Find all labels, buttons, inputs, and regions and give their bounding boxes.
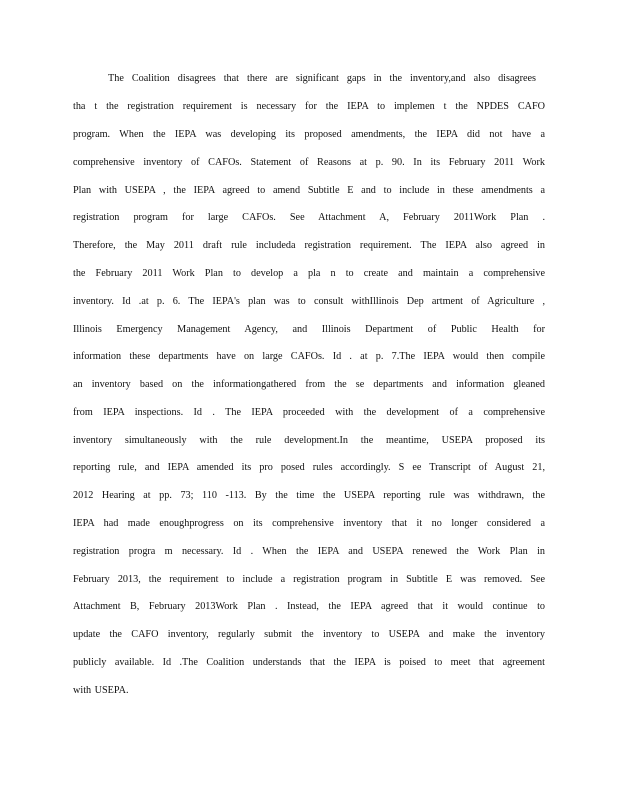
paragraph-line-9: inventory. Id .at p. 6. The IEPA's plan was to consult withIllinois Dep artment of Agriculture , [73, 296, 545, 307]
paragraph-line-22: publicly available. Id .The Coalition understands that the IEPA is poised to meet that agreement [73, 657, 545, 668]
paragraph-line-5: Plan with USEPA , the IEPA agreed to amend Subtitle E and to include in these amendments a [73, 185, 545, 196]
paragraph-line-20: Attachment B, February 2013Work Plan . Instead, the IEPA agreed that it would continue to [73, 601, 545, 612]
paragraph-line-13: from IEPA inspections. Id . The IEPA proceeded with the development of a comprehensive [73, 407, 545, 418]
paragraph-line-11: information these departments have on large CAFOs. Id . at p. 7.The IEPA would then compile [73, 351, 545, 362]
paragraph-line-14: inventory simultaneously with the rule development.In the meantime, USEPA proposed its [73, 435, 545, 446]
paragraph-line-15: reporting rule, and IEPA amended its pro posed rules accordingly. S ee Transcript of August 21, [73, 462, 545, 473]
paragraph-line-12: an inventory based on the informationgathered from the se departments and information gleaned [73, 379, 545, 390]
paragraph-line-18: registration progra m necessary. Id . When the IEPA and USEPA renewed the Work Plan in [73, 546, 545, 557]
paragraph-line-19: February 2013, the requirement to include a registration program in Subtitle E was removed. See [73, 574, 545, 585]
paragraph-line-21: update the CAFO inventory, regularly submit the inventory to USEPA and make the inventory [73, 629, 545, 640]
paragraph-line-3: program. When the IEPA was developing its proposed amendments, the IEPA did not have a [73, 129, 545, 140]
paragraph-line-4: comprehensive inventory of CAFOs. Statement of Reasons at p. 90. In its February 2011 Work [73, 157, 545, 168]
paragraph-line-17: IEPA had made enoughprogress on its comprehensive inventory that it no longer considered a [73, 518, 545, 529]
paragraph-line-7: Therefore, the May 2011 draft rule includeda registration requirement. The IEPA also agreed in [73, 240, 545, 251]
paragraph-line-10: Illinois Emergency Management Agency, and Illinois Department of Public Health for [73, 324, 545, 335]
paragraph-line-2: tha t the registration requirement is necessary for the IEPA to implemen t the NPDES CAFO [73, 101, 545, 112]
paragraph-line-1: The Coalition disagrees that there are significant gaps in the inventory,and also disagrees [108, 73, 536, 84]
paragraph-line-6: registration program for large CAFOs. See Attachment A, February 2011Work Plan . [73, 212, 545, 223]
paragraph-line-16: 2012 Hearing at pp. 73; 110 -113. By the time the USEPA reporting rule was withdrawn, the [73, 490, 545, 501]
paragraph-line-23: with USEPA. [73, 685, 129, 696]
paragraph-line-8: the February 2011 Work Plan to develop a pla n to create and maintain a comprehensive [73, 268, 545, 279]
